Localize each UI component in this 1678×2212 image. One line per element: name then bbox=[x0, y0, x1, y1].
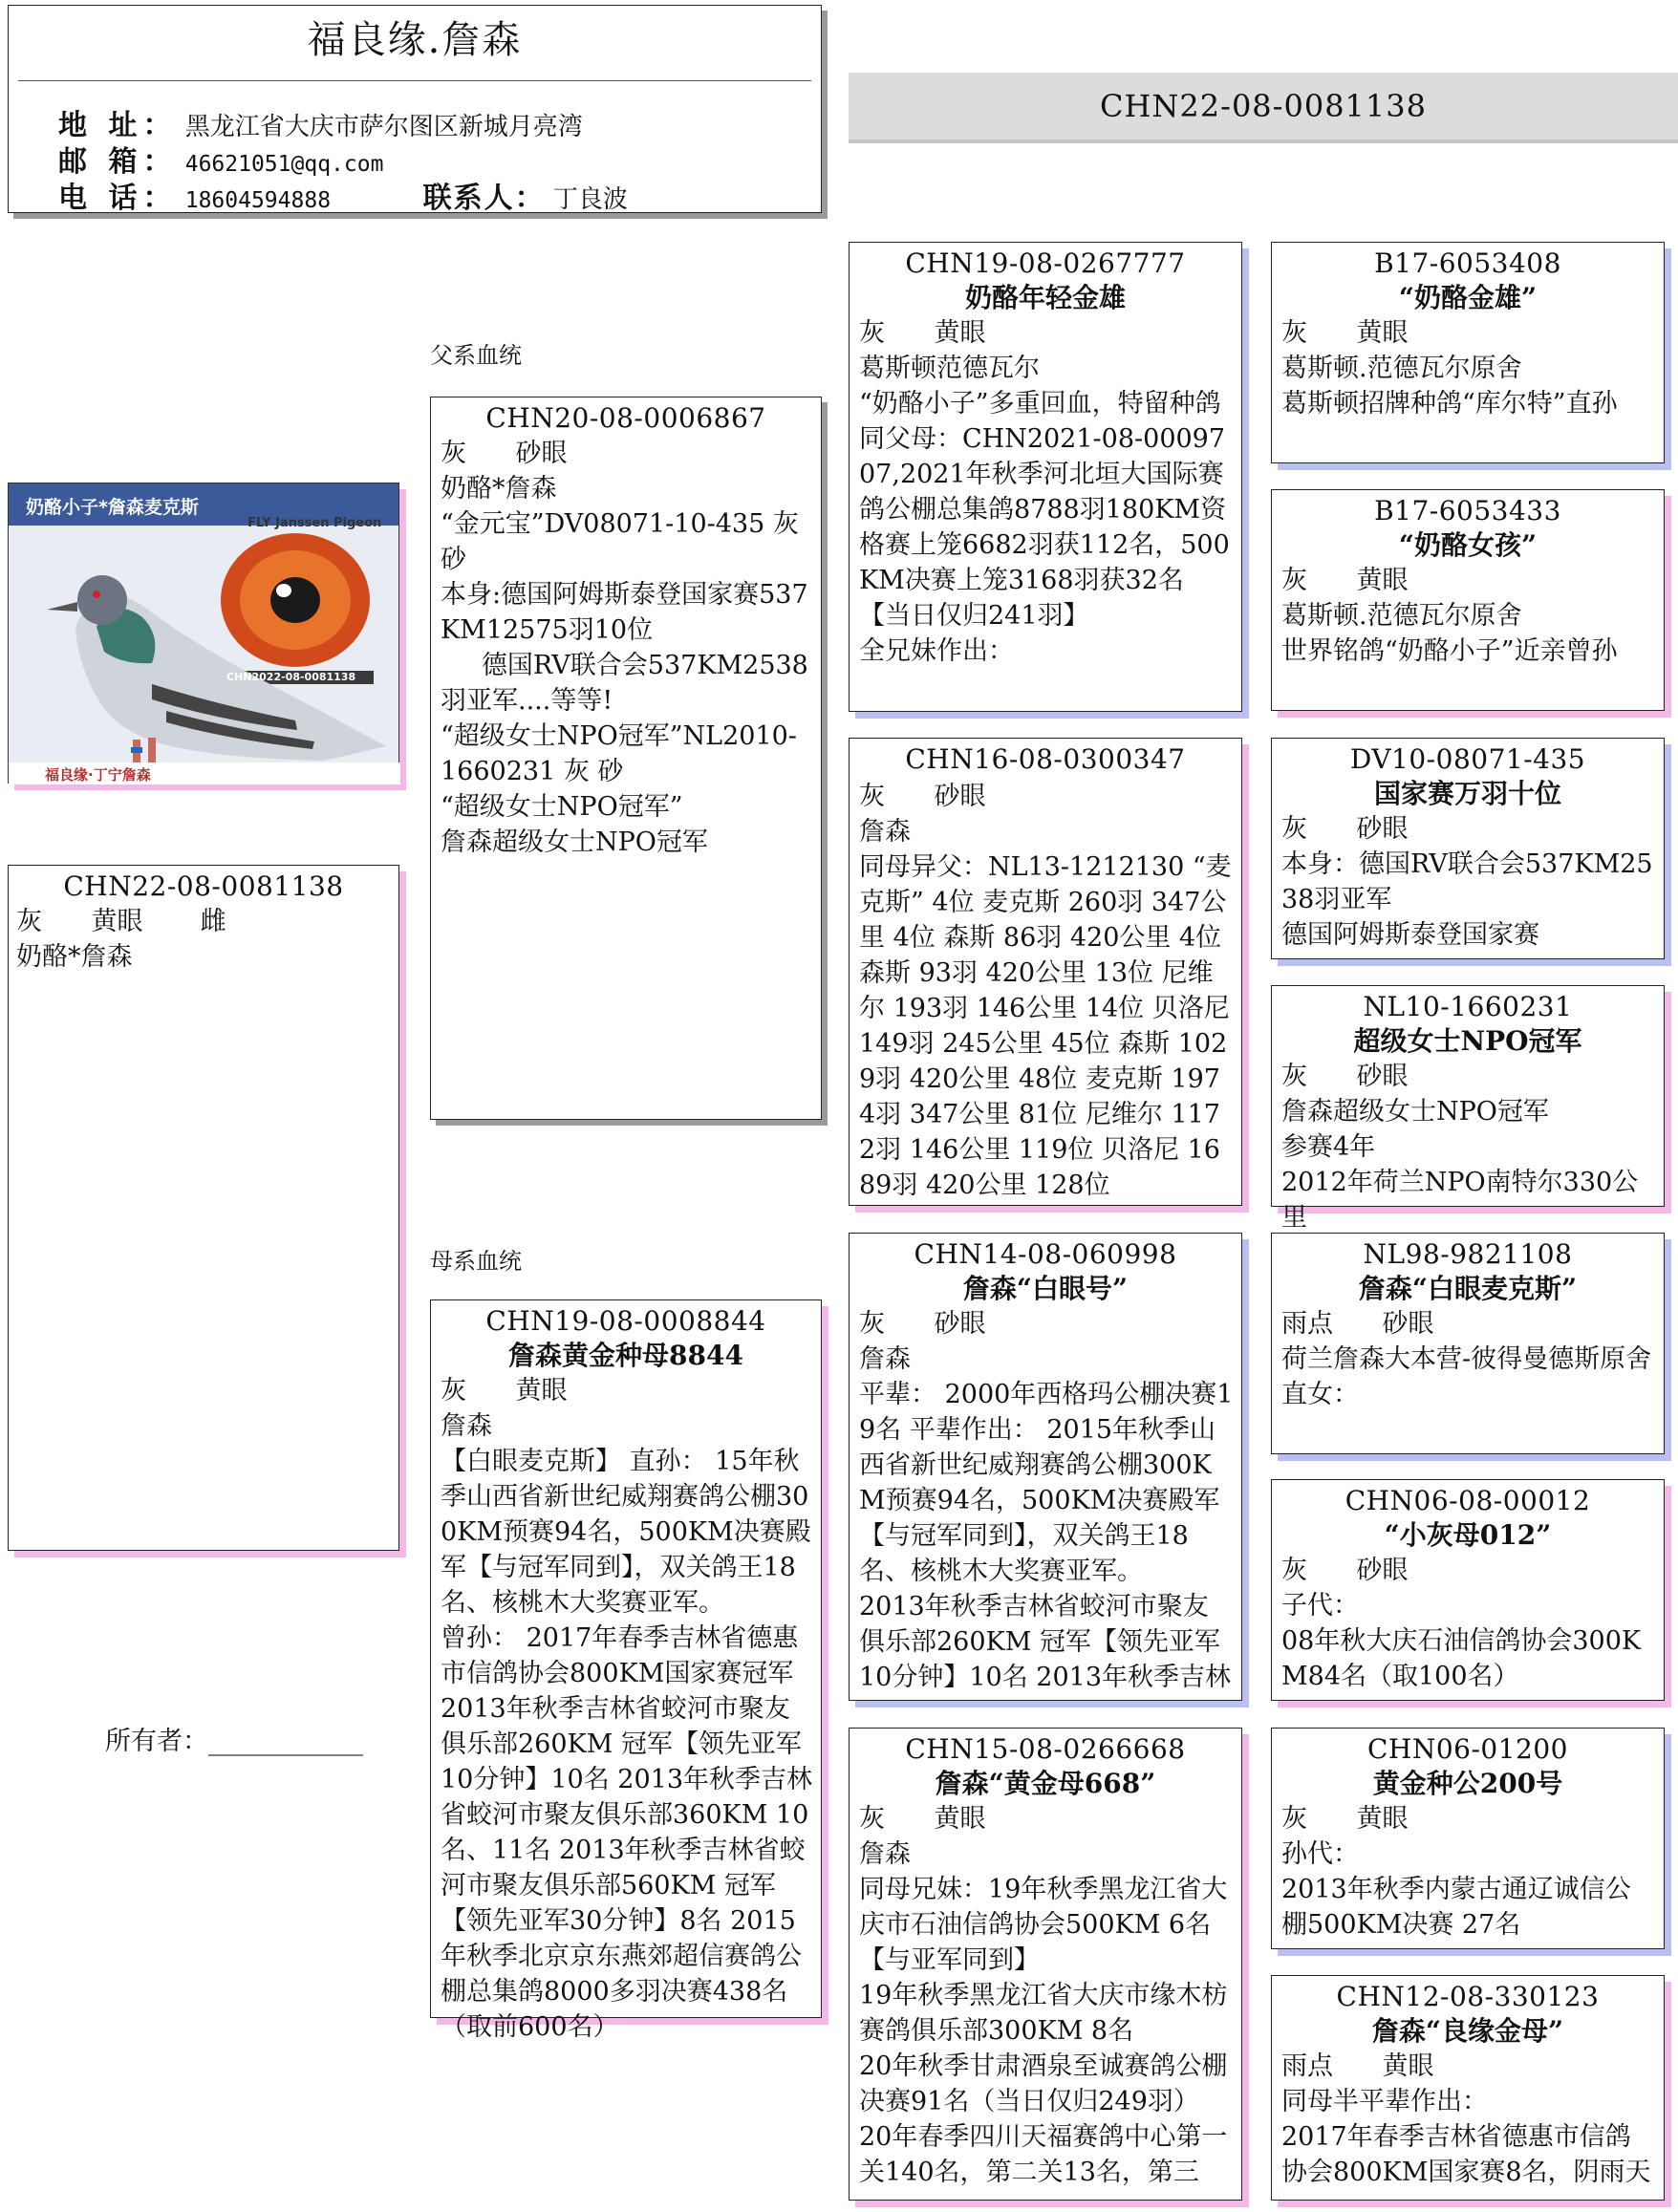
dam-ring: CHN19-08-0008844 bbox=[485, 1305, 766, 1337]
subject-card bbox=[8, 865, 399, 1551]
photo-brand-text: FLY Janssen Pigeon bbox=[247, 516, 382, 530]
gen4-desc: 子代： 08年秋大庆石油信鸽协会300KM84名（取100名） bbox=[1281, 1591, 1642, 1691]
ggp-card-4 bbox=[1271, 985, 1665, 1233]
address-value: 黑龙江省大庆市萨尔图区新城月亮湾 bbox=[184, 113, 583, 141]
gen4-ring: DV10-08071-435 bbox=[1349, 743, 1586, 775]
photo-footer-logo: 福良缘·丁宁詹森 bbox=[45, 766, 151, 784]
owner-label: 所有者：____________ bbox=[105, 1727, 363, 1756]
gen3-desc: 詹森 同母兄妹：19年秋季黑龙江省大庆市石油信鸽协会500KM 6名【与亚军同到】 19年秋季黑龙江省大庆市缘木枋赛鸽俱乐部300KM 8名 20年秋季甘肃酒泉至诚赛鸽公棚决赛91名（当日仅归249羽） 20年春季四川天福赛鸽中心第一关140名，第二关13名，第三 bbox=[859, 1839, 1228, 2187]
contact-value: 丁良波 bbox=[552, 185, 628, 214]
dam-card bbox=[430, 1299, 822, 2042]
top-ring-bar bbox=[849, 73, 1678, 140]
gen4-ring: NL98-9821108 bbox=[1363, 1238, 1573, 1270]
gen4-name: 国家赛万羽十位 bbox=[1373, 778, 1561, 809]
gen4-attrs: 灰 砂眼 bbox=[1281, 1062, 1409, 1091]
dam-attrs: 灰 黄眼 bbox=[441, 1376, 568, 1406]
breeder-header bbox=[8, 5, 822, 213]
gen4-ring: CHN06-08-00012 bbox=[1345, 1485, 1591, 1516]
sire-card bbox=[430, 397, 822, 1120]
ggp-card-7 bbox=[1271, 1728, 1665, 1949]
sire-section-label: 父系血统 bbox=[430, 342, 522, 369]
gen4-desc: 葛斯顿.范德瓦尔原舍 世界铭鸽“奶酪小子”近亲曾孙 bbox=[1281, 601, 1618, 666]
contact-label: 联系人： bbox=[422, 182, 546, 215]
gen4-attrs: 灰 黄眼 bbox=[1281, 318, 1409, 348]
gen4-ring: CHN12-08-330123 bbox=[1336, 1981, 1600, 2012]
ggp-card-3 bbox=[1271, 738, 1665, 959]
gen4-name: “奶酪女孩” bbox=[1398, 529, 1538, 561]
ggp-card-5 bbox=[1271, 1233, 1665, 1454]
subject-attrs: 灰 黄眼 雌 bbox=[16, 907, 226, 936]
gen4-ring: NL10-1660231 bbox=[1363, 991, 1573, 1022]
gen3-ring: CHN19-08-0267777 bbox=[905, 247, 1186, 279]
dam-section-label: 母系血统 bbox=[430, 1248, 522, 1275]
gen4-desc: 本身：德国RV联合会537KM2538羽亚军 德国阿姆斯泰登国家赛 bbox=[1281, 849, 1653, 950]
phone-label: 电 话： bbox=[58, 182, 178, 215]
dam-name: 詹森黄金种母8844 bbox=[508, 1340, 743, 1371]
gen4-name: “小灰母012” bbox=[1384, 1519, 1552, 1551]
gen4-name: 詹森“白眼麦克斯” bbox=[1358, 1273, 1578, 1304]
granddam-maternal-card bbox=[849, 1728, 1242, 2201]
phone-value: 18604594888 bbox=[184, 188, 332, 213]
grandsire-maternal-card bbox=[849, 1233, 1242, 1701]
gen3-desc: 詹森 同母异父：NL13-1212130 “麦克斯” 4位 麦克斯 260羽 347公里 4位 森斯 86羽 420公里 4位 森斯 93羽 420公里 13位 尼维尔 193羽 146公里 14位 贝洛尼 149羽 245公里 45位 森斯 1029羽 420公里 48位 麦克斯 1974羽 347公里 81位 尼维尔 1172羽 146公里 119位 贝洛尼 1689羽 420公里 128位 bbox=[859, 817, 1232, 1200]
gen4-name: 詹森“良缘金母” bbox=[1371, 2015, 1564, 2047]
email-label: 邮 箱： bbox=[58, 145, 178, 179]
pigeon-illustration bbox=[9, 483, 400, 784]
ggp-card-6 bbox=[1271, 1479, 1665, 1701]
gen3-ring: CHN14-08-060998 bbox=[914, 1238, 1177, 1270]
photo-banner-title: 奶酪小子*詹森麦克斯 bbox=[26, 497, 199, 518]
grandsire-paternal-card bbox=[849, 242, 1242, 712]
gen4-attrs: 灰 砂眼 bbox=[1281, 1556, 1409, 1585]
ggp-card-1 bbox=[1271, 242, 1665, 463]
gen4-attrs: 灰 黄眼 bbox=[1281, 566, 1409, 595]
gen3-attrs: 灰 砂眼 bbox=[859, 782, 986, 811]
granddam-paternal-card bbox=[849, 738, 1242, 1206]
photo-ring-caption: CHN2022-08-0081138 bbox=[226, 671, 356, 683]
header-divider bbox=[18, 80, 811, 81]
gen4-ring: B17-6053408 bbox=[1374, 247, 1561, 279]
ggp-card-2 bbox=[1271, 489, 1665, 711]
phone-row bbox=[58, 174, 628, 216]
gen4-attrs: 雨点 砂眼 bbox=[1281, 1309, 1434, 1339]
sire-ring: CHN20-08-0006867 bbox=[485, 402, 766, 434]
gen4-desc: 葛斯顿.范德瓦尔原舍 葛斯顿招牌种鸽“库尔特”直孙 bbox=[1281, 354, 1618, 419]
dam-desc: 詹森 【白眼麦克斯】 直孙： 15年秋季山西省新世纪威翔赛鸽公棚300KM预赛94名，500KM决赛殿军【与冠军同到】，双关鸽王18名、核桃木大奖赛亚军。 曾孙： 2017年春季吉林省德惠市信鸽协会800KM国家赛冠军 2013年秋季吉林省蛟河市聚友俱乐部260KM 冠军【领先亚军10分钟】10名 2013年秋季吉林省蛟河市聚友俱乐部360KM 10名、11名 2013年秋季吉林省蛟河市聚友俱乐部560KM 冠军【领先亚军30分钟】8名 2015年秋季北京京东燕郊超信赛鸽公棚总集鸽8000多羽决赛438名（取前600名） bbox=[441, 1411, 813, 2042]
gen3-name: 詹森“黄金母668” bbox=[935, 1768, 1156, 1799]
gen4-ring: B17-6053433 bbox=[1374, 495, 1561, 526]
gen3-name: 奶酪年轻金雄 bbox=[964, 282, 1126, 313]
gen4-desc: 同母半平辈作出： 2017年春季吉林省德惠市信鸽协会800KM国家赛8名，阴雨天 bbox=[1281, 2087, 1651, 2187]
gen4-ring: CHN06-01200 bbox=[1366, 1733, 1568, 1765]
gen4-attrs: 灰 黄眼 bbox=[1281, 1804, 1409, 1834]
ggp-card-8 bbox=[1271, 1975, 1665, 2201]
email-value: 46621051@qq.com bbox=[184, 152, 384, 177]
gen4-name: 黄金种公200号 bbox=[1372, 1768, 1563, 1799]
sire-desc: 奶酪*詹森 “金元宝”DV08071-10-435 灰砂 本身:德国阿姆斯泰登国家赛537KM12575羽10位 德国RV联合会537KM2538羽亚军....等等! “超级女士NPO冠军”NL2010-1660231 灰 砂 “超级女士NPO冠军” 詹森超级女士NPO冠军 bbox=[441, 474, 808, 857]
gen3-name: 詹森“白眼号” bbox=[962, 1273, 1129, 1304]
gen4-name: “奶酪金雄” bbox=[1398, 282, 1538, 313]
address-label: 地 址： bbox=[58, 109, 178, 142]
gen3-attrs: 灰 砂眼 bbox=[859, 1309, 986, 1339]
gen3-desc: 詹森 平辈： 2000年西格玛公棚决赛19名 平辈作出： 2015年秋季山西省新世纪威翔赛鸽公棚300KM预赛94名，500KM决赛殿军【与冠军同到】，双关鸽王18名、核桃木大奖赛亚军。 2013年秋季吉林省蛟河市聚友俱乐部260KM 冠军【领先亚军10分钟】10名 2013年秋季吉林 bbox=[859, 1344, 1234, 1692]
subject-ring: CHN22-08-0081138 bbox=[63, 870, 344, 902]
gen3-attrs: 灰 黄眼 bbox=[859, 318, 986, 348]
gen4-desc: 詹森超级女士NPO冠军 参赛4年 2012年荷兰NPO南特尔330公里 bbox=[1281, 1097, 1639, 1233]
top-ring-number: CHN22-08-0081138 bbox=[1100, 88, 1427, 124]
gen4-attrs: 雨点 黄眼 bbox=[1281, 2051, 1434, 2081]
gen4-desc: 孙代： 2013年秋季内蒙古通辽诚信公棚500KM决赛 27名 bbox=[1281, 1839, 1631, 1940]
gen3-ring: CHN15-08-0266668 bbox=[905, 1733, 1186, 1765]
gen4-attrs: 灰 砂眼 bbox=[1281, 814, 1409, 844]
gen3-desc: 葛斯顿范德瓦尔 “奶酪小子”多重回血，特留种鸽 同父母：CHN2021-08-0009707,2021年秋季河北垣大国际赛鸽公棚总集鸽8788羽180KM资格赛上笼6682羽获112名，500KM决赛上笼3168羽获32名【当日仅归241羽】 全兄妹作出： bbox=[859, 354, 1230, 666]
sire-attrs: 灰 砂眼 bbox=[441, 439, 568, 468]
pigeon-photo bbox=[8, 483, 399, 784]
gen3-attrs: 灰 黄眼 bbox=[859, 1804, 986, 1834]
subject-line: 奶酪*詹森 bbox=[16, 942, 133, 972]
breeder-title: 福良缘.詹森 bbox=[307, 18, 523, 62]
gen4-desc: 荷兰詹森大本营-彼得曼德斯原舍 直女： bbox=[1281, 1344, 1652, 1409]
gen4-name: 超级女士NPO冠军 bbox=[1353, 1025, 1582, 1057]
gen3-ring: CHN16-08-0300347 bbox=[905, 743, 1186, 775]
